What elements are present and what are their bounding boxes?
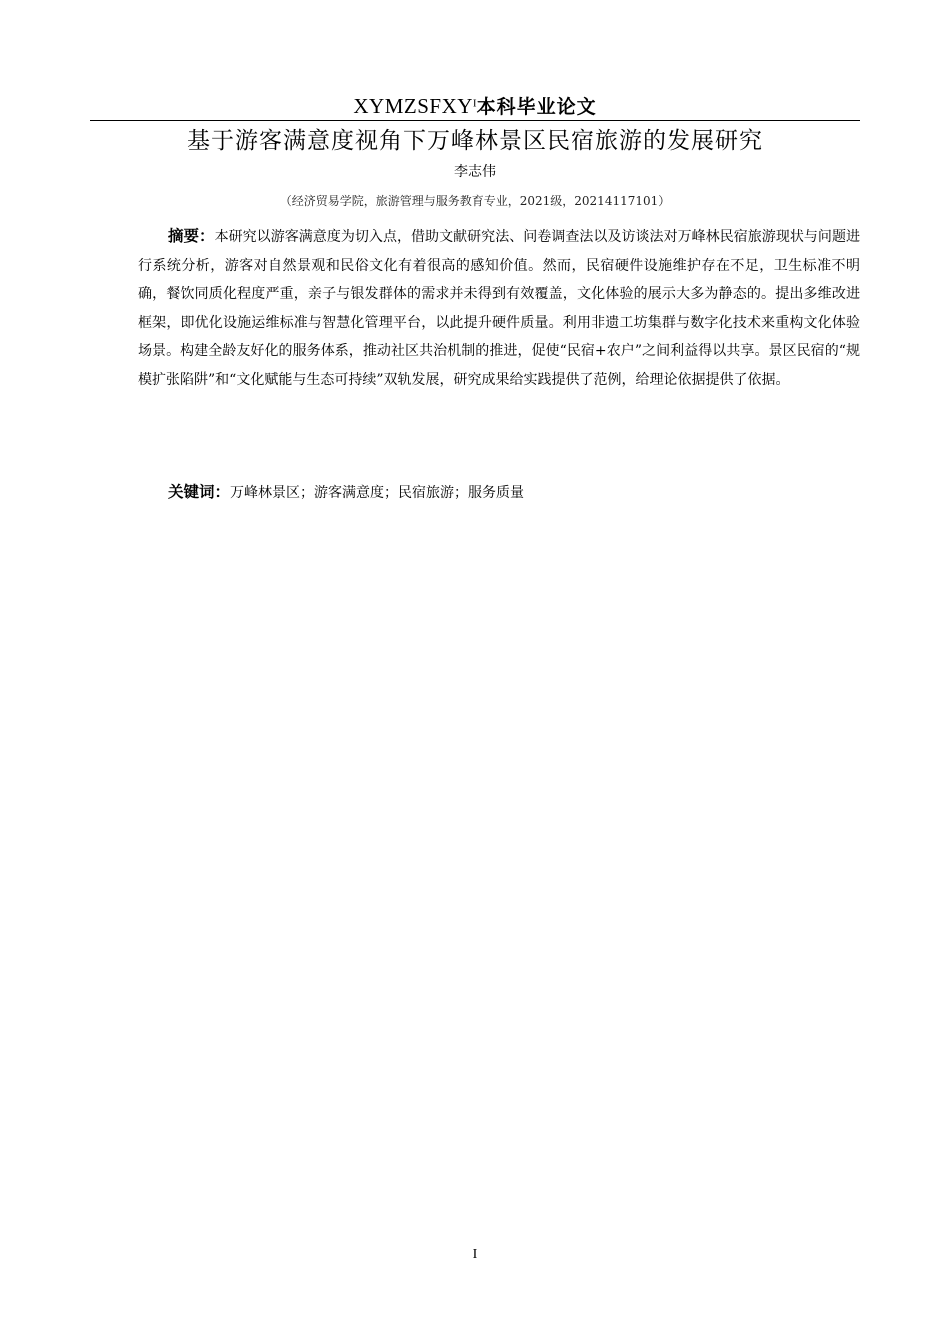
page-number: I: [472, 1247, 478, 1262]
header-label: 本科毕业论文: [476, 96, 597, 118]
header-code: XYMZSFXY: [353, 94, 473, 118]
header-page-marker: I: [472, 97, 477, 110]
abstract-text: 本研究以游客满意度为切入点，借助文献研究法、问卷调查法以及访谈法对万峰林民宿旅游现状与问题进行系统分析，游客对自然景观和民俗文化有着很高的感知价值。然而，民宿硬件设施维护存在不足，卫生标准不明确，餐饮同质化程度严重，亲子与银发群体的需求并未得到有效覆盖，文化体验的展示大多为静态的。提出多维改进框架，即优化设施运维标准与智慧化管理平台，以此提升硬件质量。利用非遗工坊集群与数字化技术来重构文化体验场景。构建全龄友好化的服务体系，推动社区共治机制的推进，促使“民宿+农户”之间利益得以共享。景区民宿的“规模扩张陷阱”和“文化赋能与生态可持续”双轨发展，研究成果给实践提供了范例，给理论依据提供了依据。: [138, 229, 860, 388]
header-text: [90, 92, 860, 119]
author-name: 李志伟: [454, 164, 496, 180]
paper-title: 基于游客满意度视角下万峰林景区民宿旅游的发展研究: [187, 128, 763, 154]
keywords-paragraph: [138, 478, 860, 507]
author-affiliation: （经济贸易学院，旅游管理与服务教育专业，2021级，20214117101）: [279, 194, 671, 208]
keywords-label: 关键词：: [168, 483, 231, 501]
page-header: [90, 90, 860, 121]
abstract-label: 摘要：: [168, 227, 215, 245]
abstract-paragraph: [138, 222, 860, 395]
keywords-text: 万峰林景区；游客满意度；民宿旅游；服务质量: [230, 485, 525, 501]
